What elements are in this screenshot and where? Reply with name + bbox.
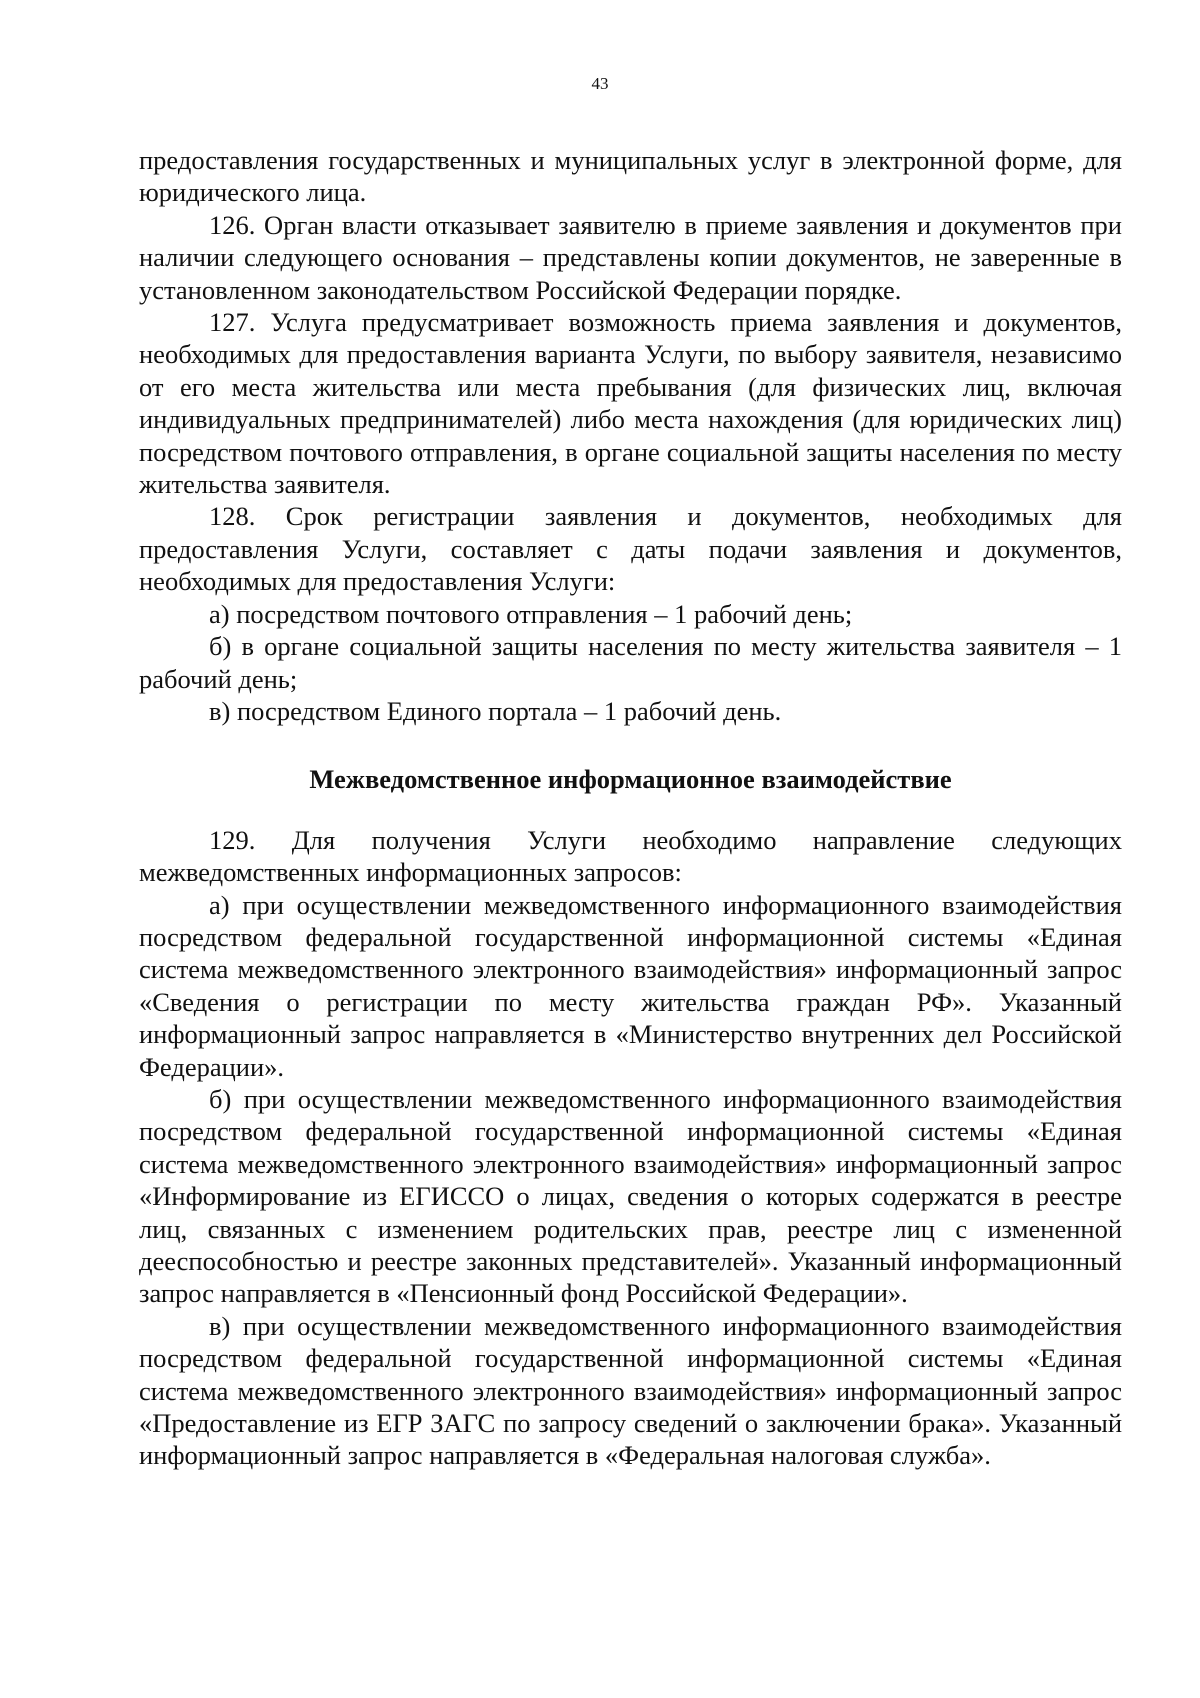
paragraph-continuation: предоставления государственных и муниципальных услуг в электронной форме, для юридического лица.: [139, 145, 1122, 208]
paragraph-128-v: в) посредством Единого портала – 1 рабочий день.: [209, 695, 782, 726]
paragraph-128: 128. Срок регистрации заявления и документов, необходимых для предоставления Услуги, составляет с даты подачи заявления и документов, необходимых для предоставления Услуги:: [139, 501, 1122, 597]
page-number: 43: [591, 74, 609, 93]
paragraph-127: 127. Услуга предусматривает возможность приема заявления и документов, необходимых для предоставления варианта Услуги, по выбору заявителя, независимо от его места жительства или места пребывания (для физических лиц, включая индивидуальных предпринимателей) либо места нахождения (для юридических лиц) посредством почтового отправления, в органе социальной защиты населения по месту жительства заявителя.: [139, 307, 1122, 500]
document-body: [139, 144, 1122, 1472]
paragraph-129-v: в) при осуществлении межведомственного информационного взаимодействия посредством федеральной государственной информационной системы «Единая система межведомственного электронного взаимодействия» информационный запрос «Предоставление из ЕГР ЗАГС по запросу сведений о заключении брака». Указанный информационный запрос направляется в «Федеральная налоговая служба».: [139, 1310, 1122, 1471]
paragraph-126: 126. Орган власти отказывает заявителю в приеме заявления и документов при наличии следующего основания – представлены копии документов, не заверенные в установленном законодательством Российской Федерации порядке.: [139, 209, 1122, 305]
paragraph-129: 129. Для получения Услуги необходимо направление следующих межведомственных информационных запросов:: [139, 824, 1122, 888]
section-heading: Межведомственное информационное взаимодействие: [309, 764, 952, 795]
paragraph-129-a: а) при осуществлении межведомственного информационного взаимодействия посредством федеральной государственной информационной системы «Единая система межведомственного электронного взаимодействия» информационный запрос «Сведения о регистрации по месту жительства граждан РФ». Указанный информационный запрос направляется в «Министерство внутренних дел Российской Федерации».: [139, 889, 1122, 1082]
paragraph-128-b: б) в органе социальной защиты населения по месту жительства заявителя – 1 рабочий день;: [139, 631, 1122, 694]
paragraph-129-b: б) при осуществлении межведомственного информационного взаимодействия посредством федеральной государственной информационной системы «Единая система межведомственного электронного взаимодействия» информационный запрос «Информирование из ЕГИССО о лицах, сведения о которых содержатся в реестре лиц, связанных с изменением родительских прав, реестре лиц с измененной дееспособностью и реестре законных представителей». Указанный информационный запрос направляется в «Пенсионный фонд Российской Федерации».: [139, 1083, 1122, 1309]
paragraph-128-a: а) посредством почтового отправления – 1 рабочий день;: [209, 598, 853, 629]
